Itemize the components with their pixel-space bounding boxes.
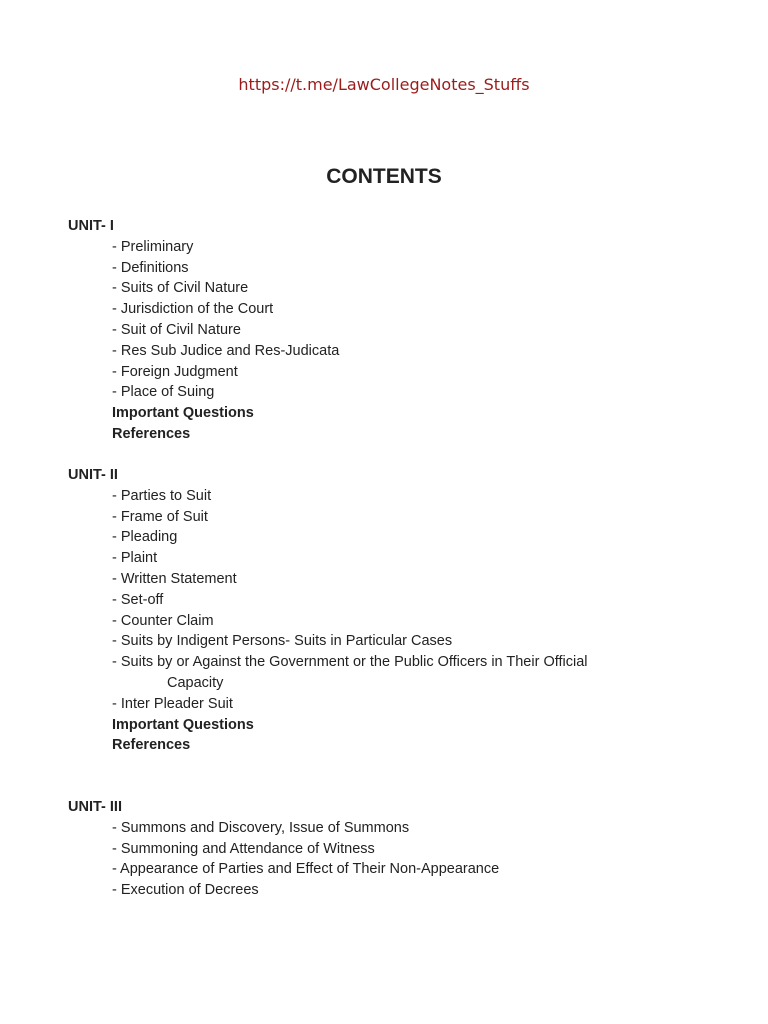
unit-2-topic-parties-to-suit: - Parties to Suit (112, 487, 212, 504)
unit-2-topic-government-suits (112, 652, 688, 694)
unit-2-topic-list (68, 486, 688, 715)
unit-1-heading: UNIT- I (68, 218, 114, 234)
unit-1-topic-res-judicata: - Res Sub Judice and Res-Judicata (112, 342, 340, 359)
unit-1-references: References (112, 425, 191, 442)
unit-1-topic-jurisdiction: - Jurisdiction of the Court (112, 301, 274, 318)
unit-1-topic-definitions: - Definitions (112, 259, 189, 276)
unit-3-topic-execution-of-decrees: - Execution of Decrees (112, 882, 259, 899)
unit-1-topic-suit-civil-nature: - Suit of Civil Nature (112, 321, 241, 338)
unit-3-topic-list (68, 818, 688, 901)
unit-2-topic-pleading: - Pleading (112, 529, 178, 546)
unit-1-topic-list (68, 237, 688, 403)
contents-title: CONTENTS (326, 165, 442, 188)
unit-2-topic-government-suits-continuation: Capacity (167, 674, 224, 691)
unit-2-topic-written-statement: - Written Statement (112, 570, 237, 587)
unit-2-important-questions: Important Questions (112, 716, 254, 733)
unit-1-important-questions: Important Questions (112, 405, 254, 422)
unit-2-heading: UNIT- II (68, 467, 118, 483)
unit-2-topic-plaint: - Plaint (112, 550, 158, 567)
unit-1-topic-preliminary: - Preliminary (112, 238, 194, 255)
unit-2-topic-frame-of-suit: - Frame of Suit (112, 508, 208, 525)
unit-2-topic-indigent-persons: - Suits by Indigent Persons- Suits in Particular Cases (112, 633, 453, 650)
unit-1-topic-foreign-judgment: - Foreign Judgment (112, 363, 238, 380)
unit-2-references: References (112, 737, 191, 754)
unit-1-topic-place-of-suing: - Place of Suing (112, 384, 215, 401)
unit-2-topic-inter-pleader-suit: - Inter Pleader Suit (112, 695, 233, 712)
unit-1-topic-suits-civil-nature: - Suits of Civil Nature (112, 280, 249, 297)
unit-3-section (68, 797, 688, 901)
unit-1-section (68, 216, 688, 445)
unit-3-topic-summons-discovery: - Summons and Discovery, Issue of Summons (112, 819, 410, 836)
unit-3-topic-appearance-of-parties: - Appearance of Parties and Effect of Their Non-Appearance (112, 861, 500, 878)
unit-2-topic-counter-claim: - Counter Claim (112, 612, 214, 629)
unit-2-topic-set-off: - Set-off (112, 591, 164, 608)
unit-3-topic-summoning-witness: - Summoning and Attendance of Witness (112, 840, 375, 857)
telegram-link[interactable]: https://t.me/LawCollegeNotes_Stuffs (238, 75, 530, 94)
unit-2-section (68, 465, 688, 756)
unit-2-topic-government-suits-text: - Suits by or Against the Government or the Public Officers in Their Official (112, 654, 588, 671)
unit-3-heading: UNIT- III (68, 799, 122, 815)
